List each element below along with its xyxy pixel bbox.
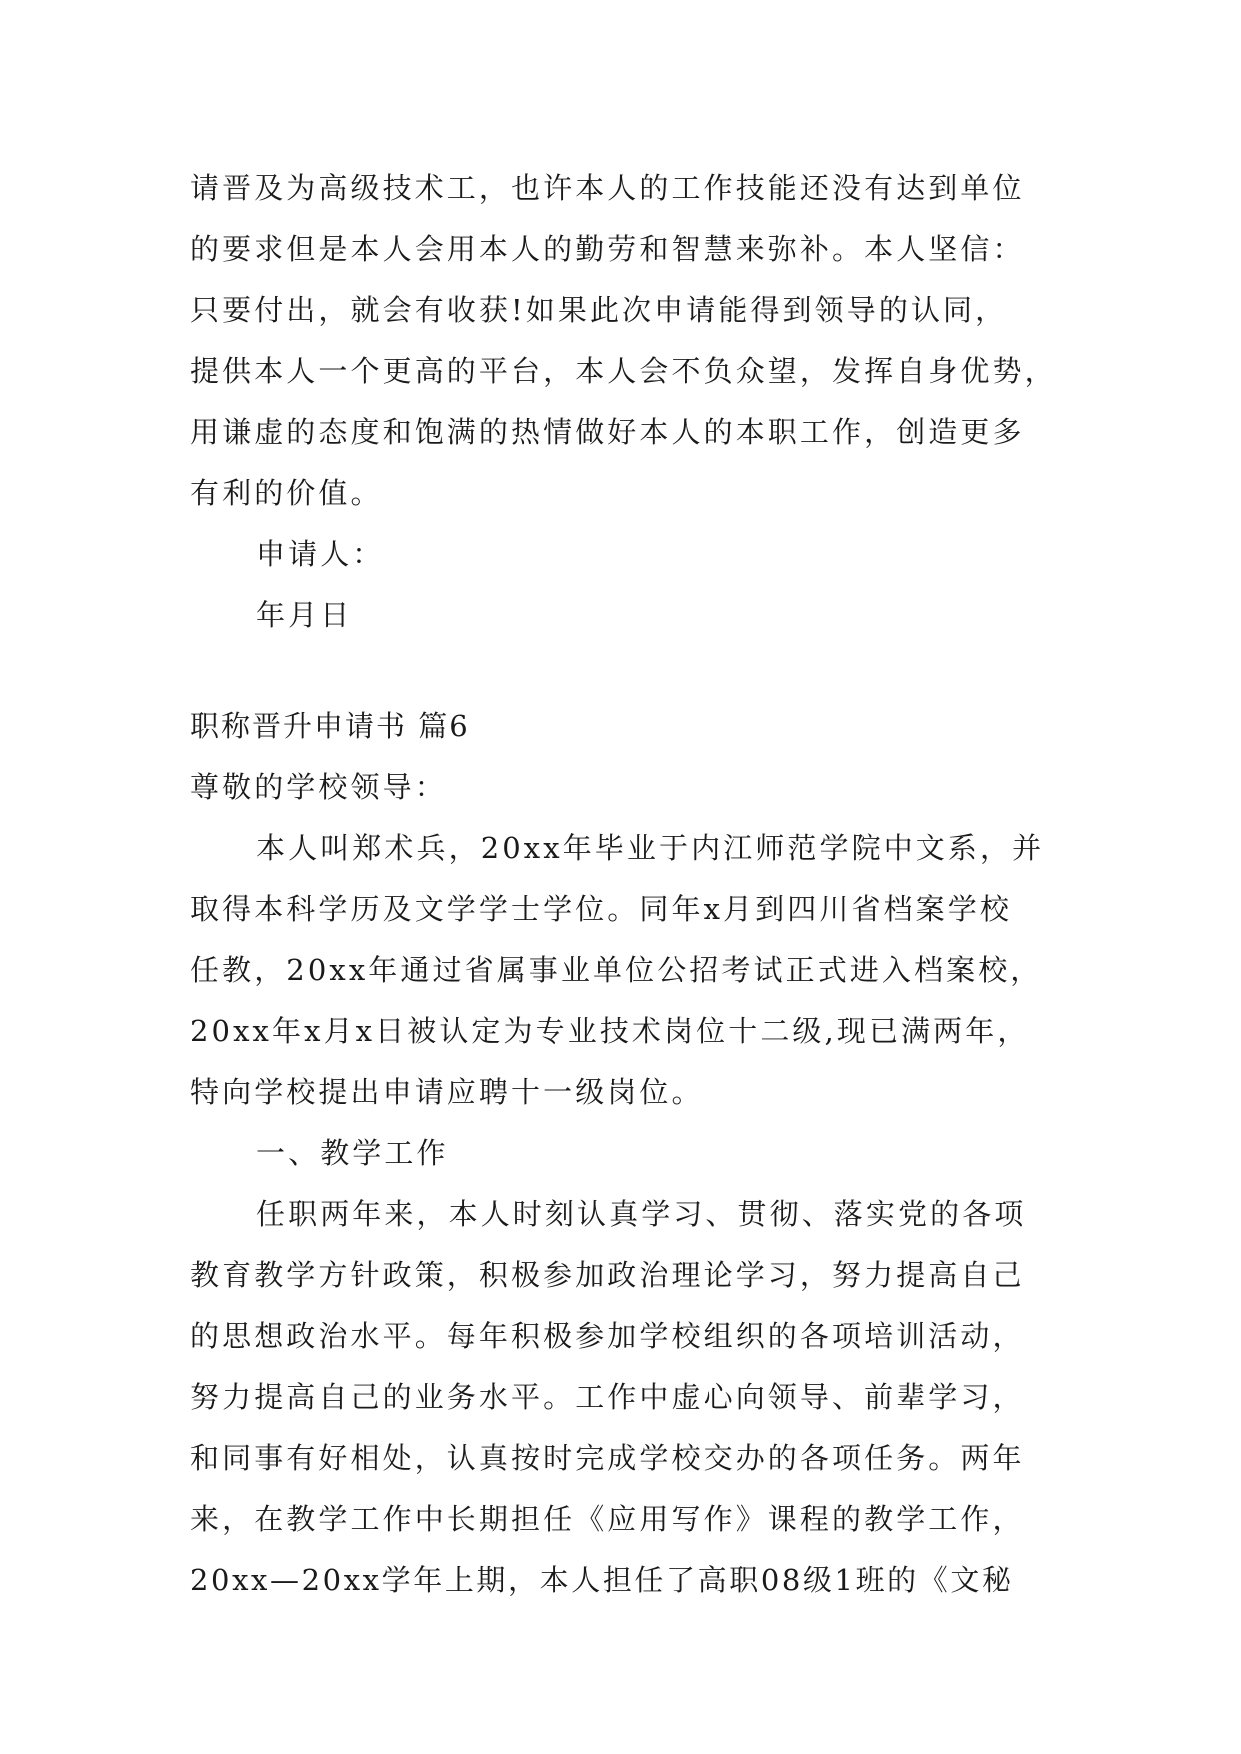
date-label: 年月日: [256, 598, 353, 632]
section-gap: [190, 646, 1050, 696]
intro-line-1: 请晋及为高级技术工，也许本人的工作技能还没有达到单位: [190, 171, 1025, 205]
paragraph2-line-7: 20xx—20xx学年上期，本人担任了高职08级1班的《文秘: [190, 1563, 1014, 1597]
paragraph2-line-6: 来，在教学工作中长期担任《应用写作》课程的教学工作，: [190, 1502, 1025, 1536]
salutation: 尊敬的学校领导：: [190, 770, 447, 804]
intro-line-4: 提供本人一个更高的平台，本人会不负众望，发挥自身优势，: [190, 354, 1057, 388]
paragraph1-line-1: 本人叫郑术兵，20xx年毕业于内江师范学院中文系，并: [256, 831, 1045, 865]
subheading-teaching: 一、教学工作: [256, 1136, 449, 1170]
intro-line-6: 有利的价值。: [190, 476, 383, 510]
paragraph1-line-2: 取得本科学历及文学学士学位。同年x月到四川省档案学校: [190, 892, 1012, 926]
applicant-label: 申请人：: [256, 537, 385, 571]
paragraph2-line-5: 和同事有好相处，认真按时完成学校交办的各项任务。两年: [190, 1441, 1025, 1475]
section-title: 职称晋升申请书 篇6: [190, 709, 470, 743]
intro-line-5: 用谦虚的态度和饱满的热情做好本人的本职工作，创造更多: [190, 415, 1025, 449]
paragraph1-line-5: 特向学校提出申请应聘十一级岗位。: [190, 1075, 704, 1109]
intro-line-2: 的要求但是本人会用本人的勤劳和智慧来弥补。本人坚信：: [190, 232, 1025, 266]
paragraph1-line-3: 任教，20xx年通过省属事业单位公招考试正式进入档案校，: [190, 953, 1043, 987]
intro-line-3: 只要付出，就会有收获!如果此次申请能得到领导的认同，: [190, 293, 1008, 327]
paragraph2-line-4: 努力提高自己的业务水平。工作中虚心向领导、前辈学习，: [190, 1380, 1025, 1414]
paragraph1-line-4: 20xx年x月x日被认定为专业技术岗位十二级,现已满两年，: [190, 1014, 1030, 1048]
document-body: [190, 158, 1057, 1611]
paragraph2-line-3: 的思想政治水平。每年积极参加学校组织的各项培训活动，: [190, 1319, 1025, 1353]
paragraph2-line-1: 任职两年来，本人时刻认真学习、贯彻、落实党的各项: [256, 1197, 1027, 1231]
paragraph2-line-2: 教育教学方针政策，积极参加政治理论学习，努力提高自己: [190, 1258, 1025, 1292]
